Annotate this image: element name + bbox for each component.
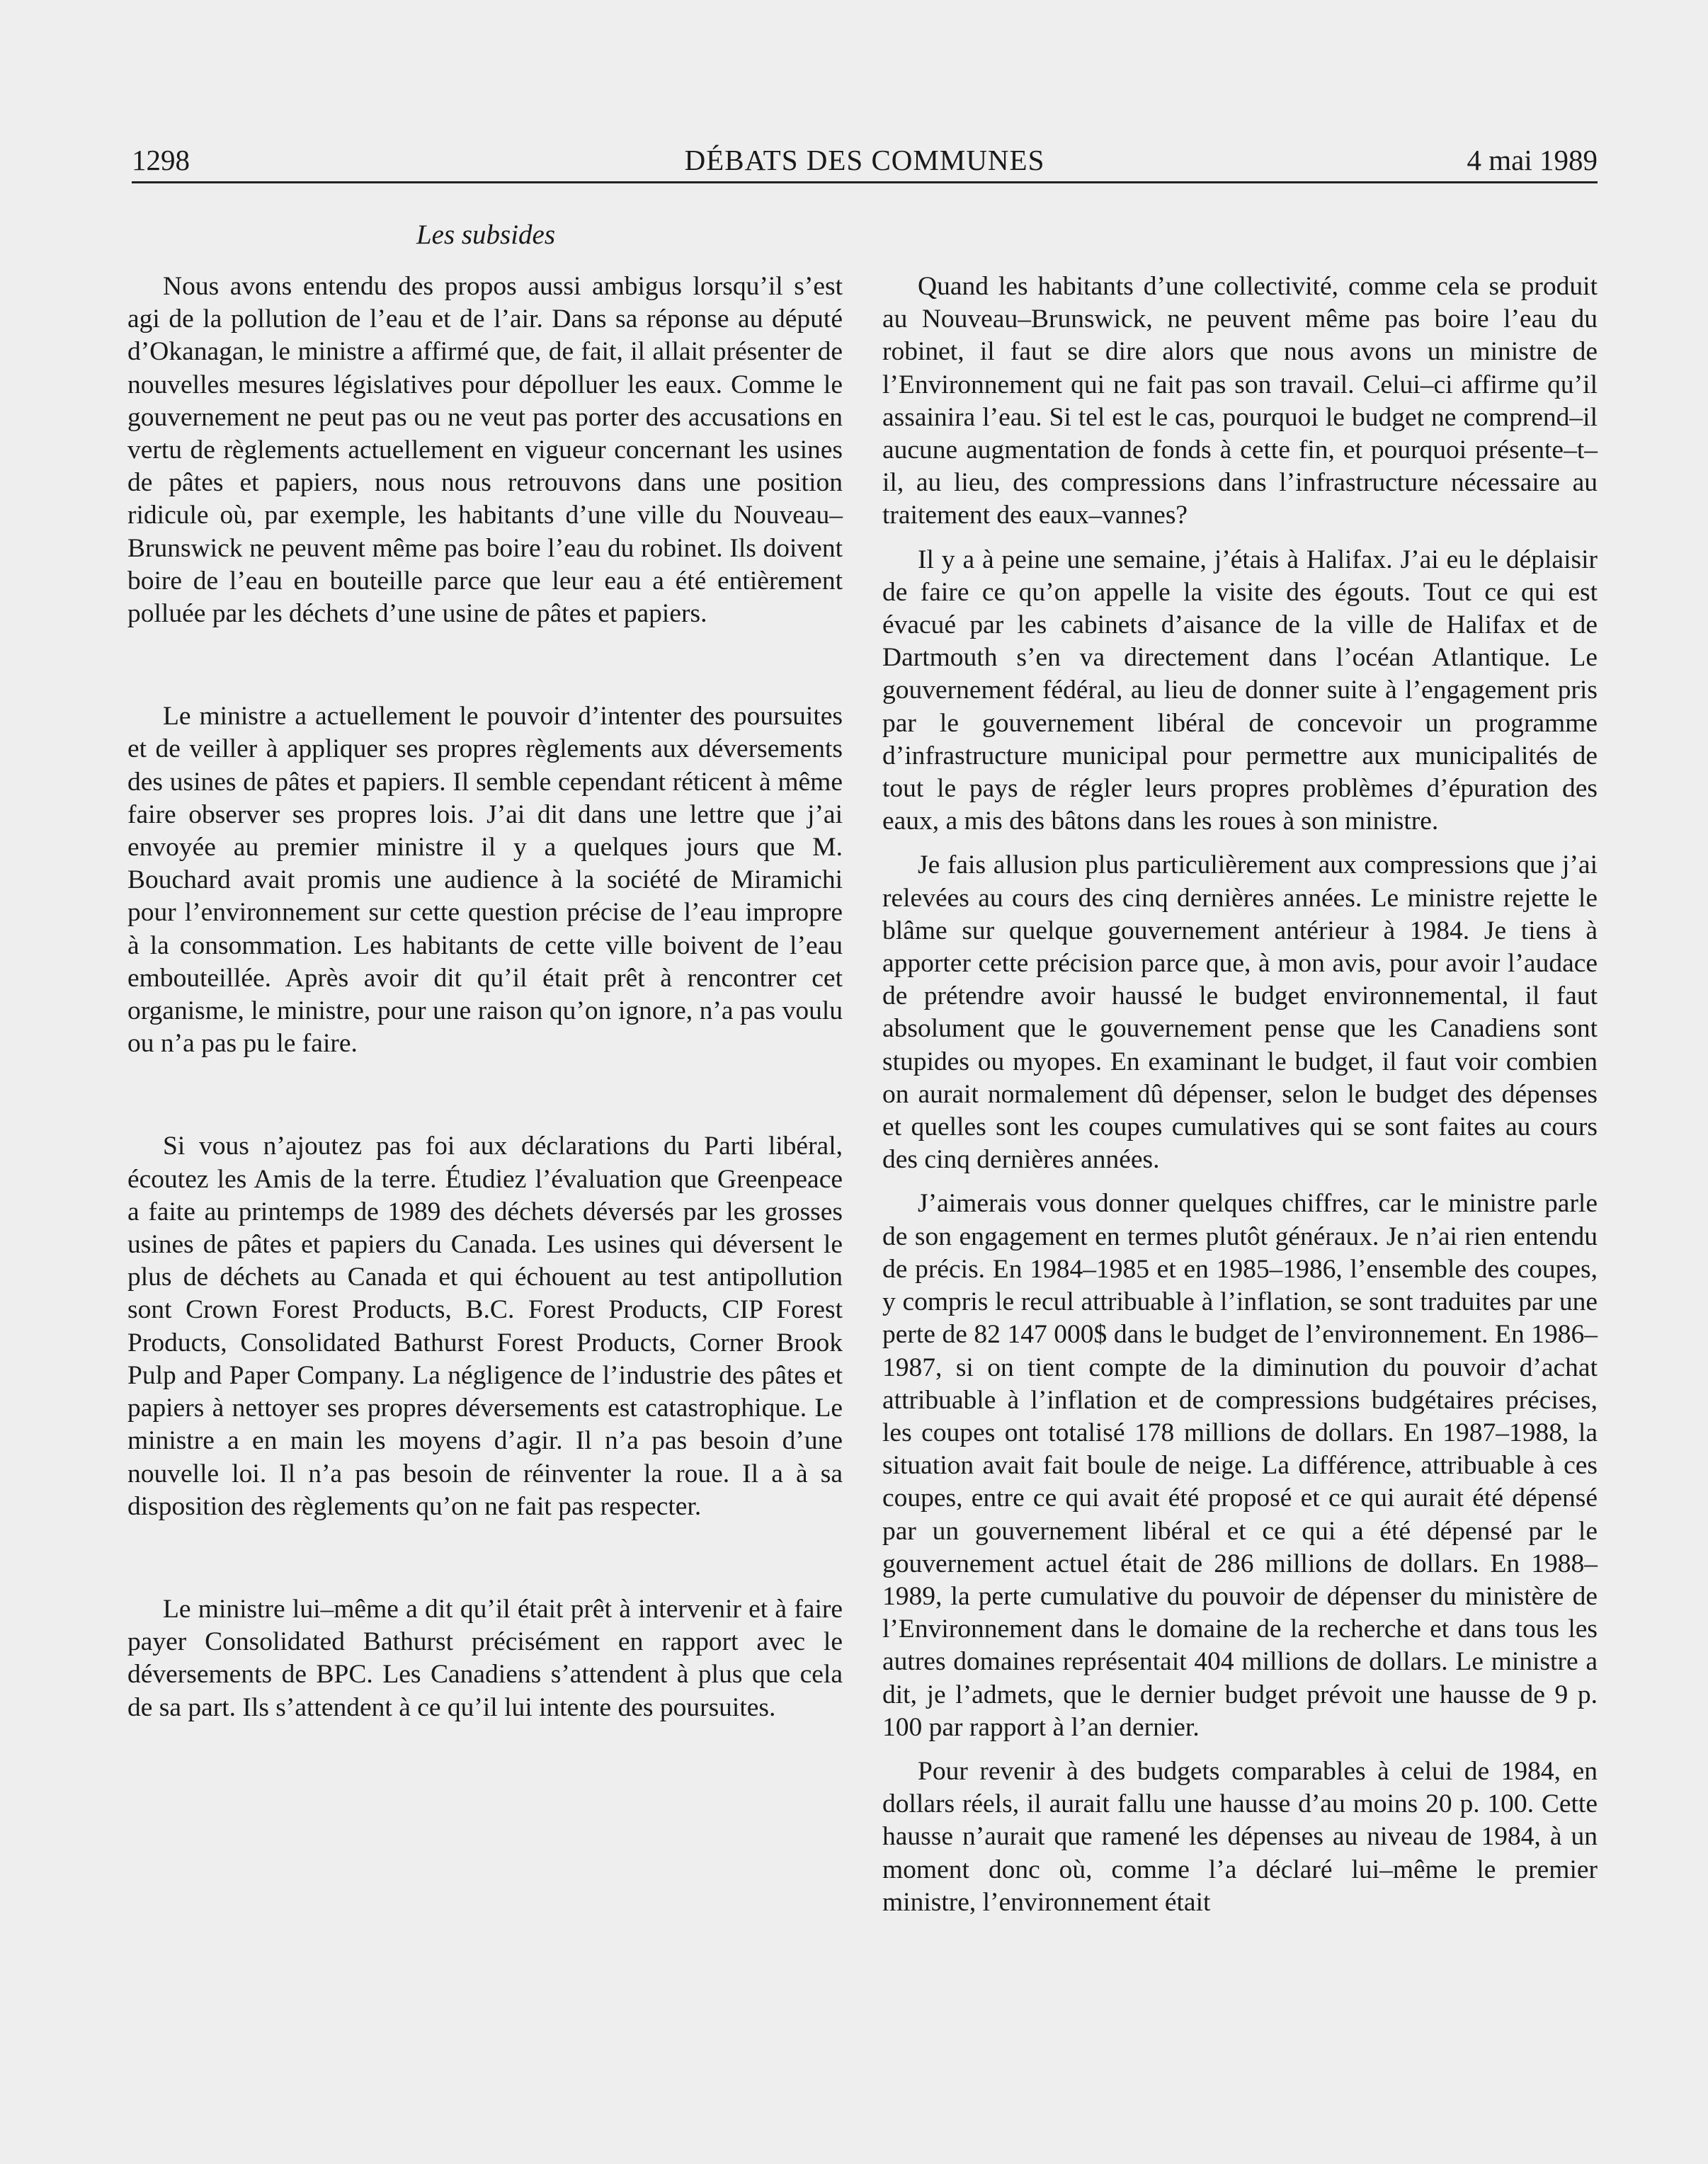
paragraph: Nous avons entendu des propos aussi ambigus lorsqu’il s’est agi de la pollution de l’eau et de l’air. Dans sa réponse au député d’Okanagan, le ministre a affirmé que, de fait, il allait présenter de nouvelles mesures législatives pour dépolluer les eaux. Comme le gouvernement ne peut pas ou ne veut pas porter des accusations en vertu de règlements actuellement en vigueur concernant les usines de pâtes et papiers, nous nous retrouvons dans une position ridicule où, par exemple, les habitants d’une ville du Nouveau–Brunswick ne peuvent même pas boire l’eau du robinet. Ils doivent boire de l’eau en bouteille parce que leur eau a été entièrement polluée par les déchets d’une usine de pâtes et papiers. bbox=[127, 272, 843, 629]
paragraph: Si vous n’ajoutez pas foi aux déclarations du Parti libéral, écoutez les Amis de la terre. Étudiez l’évaluation que Greenpeace a faite au printemps de 1989 des déchets déversés par les grosses usines de pâtes et papiers du Canada. Les usines qui déversent le plus de déchets au Canada et qui échouent au test antipollution sont Crown Forest Products, B.C. Forest Products, CIP Forest Products, Consolidated Bathurst Forest Products, Corner Brook Pulp and Paper Company. La négligence de l’industrie des pâtes et papiers à nettoyer ses propres déversements est catastrophique. Le ministre a en main les moyens d’agir. Il n’a pas besoin d’une nouvelle loi. Il n’a pas besoin de réinventer la roue. Il a à sa disposition des règlements qu’on ne fait pas respecter. bbox=[127, 1132, 843, 1521]
paragraph: J’aimerais vous donner quelques chiffres, car le ministre parle de son engagement en termes plutôt généraux. Je n’ai rien entendu de précis. En 1984–1985 et en 1985–1986, l’ensemble des coupes, y compris le recul attribuable à l’inflation, se sont traduites par une perte de 82 147 000$ dans le budget de l’environnement. En 1986–1987, si on tient compte de la diminution du pouvoir d’achat attribuable à l’inflation et de compressions budgétaires précises, les coupes ont totalisé 178 millions de dollars. En 1987–1988, la situation avait fait boule de neige. La différence, attribuable à ces coupes, entre ce qui avait été proposé et ce qui aurait été dépensé par un gouvernement libéral et ce qui a été dépensé par le gouvernement actuel était de 286 millions de dollars. En 1988–1989, la perte cumulative du pouvoir de dépenser du ministère de l’Environnement dans le domaine de la recherche et dans tous les autres domaines représentait 404 millions de dollars. Le ministre a dit, je l’admets, que le dernier budget prévoit une hausse de 9 p. 100 par rapport à l’an dernier. bbox=[882, 1189, 1598, 1742]
publication-date: 4 mai 1989 bbox=[1467, 144, 1598, 176]
left-column bbox=[127, 270, 843, 1794]
page-number: 1298 bbox=[132, 144, 190, 176]
page-header bbox=[132, 139, 1598, 183]
publication-title: DÉBATS DES COMMUNES bbox=[684, 144, 1045, 176]
right-column bbox=[882, 270, 1598, 1930]
paragraph: Je fais allusion plus particulièrement aux compressions que j’ai relevées au cours des cinq dernières années. Le ministre rejette le blâme sur quelque gouvernement antérieur à 1984. Je tiens à apporter cette précision parce que, à mon avis, pour avoir l’audace de prétendre avoir haussé le budget environnemental, il faut absolument que le gouvernement pense que les Canadiens sont stupides ou myopes. En examinant le budget, il faut voir combien on aurait normalement dû dépenser, selon le budget des dépenses et quelles sont les coupes cumulatives qui se sont faites au cours des cinq dernières années. bbox=[882, 850, 1598, 1175]
section-title: Les subsides bbox=[416, 220, 556, 250]
paragraph: Le ministre lui–même a dit qu’il était prêt à intervenir et à faire payer Consolidated Bathurst précisément en rapport avec le déversements de BPC. Les Canadiens s’attendent à plus que cela de sa part. Ils s’attendent à ce qu’il lui intente des poursuites. bbox=[127, 1594, 843, 1722]
paragraph: Quand les habitants d’une collectivité, comme cela se produit au Nouveau–Brunswick, ne peuvent même pas boire l’eau du robinet, il faut se dire alors que nous avons un ministre de l’Environnement qui ne fait pas son travail. Celui–ci affirme qu’il assainira l’eau. Si tel est le cas, pourquoi le budget ne comprend–il aucune augmentation de fonds à cette fin, et pourquoi présente–t–il, au lieu, des compressions dans l’infrastructure nécessaire au traitement des eaux–vannes? bbox=[882, 272, 1598, 530]
paragraph: Il y a à peine une semaine, j’étais à Halifax. J’ai eu le déplaisir de faire ce qu’on appelle la visite des égouts. Tout ce qui est évacué par les cabinets d’aisance de la ville de Halifax et de Dartmouth s’en va directement dans l’océan Atlantique. Le gouvernement fédéral, au lieu de donner suite à l’engagement pris par le gouvernement libéral de concevoir un programme d’infrastructure municipal pour permettre aux municipalités de tout le pays de régler leurs propres problèmes d’épuration des eaux, a mis des bâtons dans les roues à son ministre. bbox=[882, 545, 1598, 836]
paragraph: Pour revenir à des budgets comparables à celui de 1984, en dollars réels, il aurait fallu une hausse d’au moins 20 p. 100. Cette hausse n’aurait que ramené les dépenses au niveau de 1984, à un moment donc où, comme l’a déclaré lui–même le premier ministre, l’environnement était bbox=[882, 1756, 1598, 1917]
paragraph: Le ministre a actuellement le pouvoir d’intenter des poursuites et de veiller à appliquer ses propres règlements aux déversements des usines de pâtes et papiers. Il semble cependant réticent à même faire observer ses propres lois. J’ai dit dans une lettre que j’ai envoyée au premier ministre il y a quelques jours que M. Bouchard avait promis une audience à la société de Miramichi pour l’environnement sur cette question précise de l’eau impropre à la consommation. Les habitants de cette ville boivent de l’eau embouteillée. Après avoir dit qu’il était prêt à rencontrer cet organisme, le ministre, pour une raison qu’on ignore, n’a pas voulu ou n’a pas pu le faire. bbox=[127, 702, 843, 1059]
